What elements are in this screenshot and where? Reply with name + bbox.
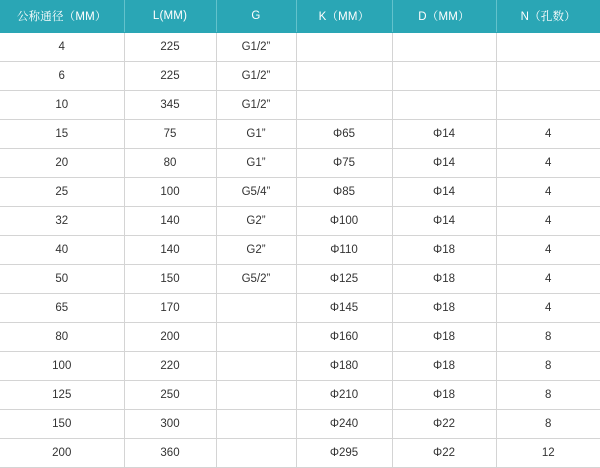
- cell-k: Φ110: [296, 236, 392, 265]
- cell-k: Φ100: [296, 207, 392, 236]
- table-row: [0, 236, 600, 265]
- cell-nominal-diameter: 4: [0, 33, 124, 62]
- cell-k: Φ85: [296, 178, 392, 207]
- table-row: [0, 178, 600, 207]
- cell-length: 220: [124, 352, 216, 381]
- cell-nominal-diameter: 125: [0, 381, 124, 410]
- cell-hole-count: 8: [496, 381, 600, 410]
- cell-d: Φ18: [392, 381, 496, 410]
- table-row: [0, 323, 600, 352]
- cell-thread: G1/2”: [216, 33, 296, 62]
- cell-k: Φ240: [296, 410, 392, 439]
- cell-d: Φ14: [392, 178, 496, 207]
- cell-nominal-diameter: 80: [0, 323, 124, 352]
- column-header-length: L(MM): [124, 0, 216, 33]
- cell-d: Φ14: [392, 120, 496, 149]
- cell-length: 225: [124, 62, 216, 91]
- cell-thread: G1/2”: [216, 91, 296, 120]
- cell-hole-count: [496, 91, 600, 120]
- cell-thread: G5/4”: [216, 178, 296, 207]
- column-header-hole-count: N（孔数）: [496, 0, 600, 33]
- cell-hole-count: 4: [496, 120, 600, 149]
- cell-hole-count: [496, 33, 600, 62]
- cell-k: Φ160: [296, 323, 392, 352]
- cell-hole-count: 4: [496, 149, 600, 178]
- table-header-row: [0, 0, 600, 33]
- cell-length: 140: [124, 207, 216, 236]
- cell-length: 360: [124, 439, 216, 468]
- table-row: [0, 265, 600, 294]
- cell-thread: G1”: [216, 149, 296, 178]
- cell-d: [392, 62, 496, 91]
- cell-hole-count: 8: [496, 323, 600, 352]
- cell-nominal-diameter: 200: [0, 439, 124, 468]
- cell-d: Φ18: [392, 236, 496, 265]
- cell-length: 300: [124, 410, 216, 439]
- cell-length: 80: [124, 149, 216, 178]
- cell-thread: G2”: [216, 207, 296, 236]
- cell-length: 170: [124, 294, 216, 323]
- cell-d: Φ22: [392, 410, 496, 439]
- cell-hole-count: 4: [496, 294, 600, 323]
- cell-d: [392, 91, 496, 120]
- cell-hole-count: 4: [496, 236, 600, 265]
- cell-thread: [216, 352, 296, 381]
- table-row: [0, 410, 600, 439]
- cell-thread: [216, 410, 296, 439]
- cell-hole-count: 4: [496, 207, 600, 236]
- cell-k: Φ180: [296, 352, 392, 381]
- cell-d: Φ22: [392, 439, 496, 468]
- cell-d: Φ14: [392, 149, 496, 178]
- cell-length: 100: [124, 178, 216, 207]
- cell-length: 75: [124, 120, 216, 149]
- cell-length: 150: [124, 265, 216, 294]
- cell-thread: [216, 323, 296, 352]
- cell-d: [392, 33, 496, 62]
- cell-hole-count: 8: [496, 410, 600, 439]
- table-row: [0, 294, 600, 323]
- cell-length: 140: [124, 236, 216, 265]
- cell-length: 345: [124, 91, 216, 120]
- cell-thread: G1/2”: [216, 62, 296, 91]
- cell-thread: G1”: [216, 120, 296, 149]
- column-header-d: D（MM）: [392, 0, 496, 33]
- cell-nominal-diameter: 32: [0, 207, 124, 236]
- cell-nominal-diameter: 15: [0, 120, 124, 149]
- cell-nominal-diameter: 10: [0, 91, 124, 120]
- cell-nominal-diameter: 25: [0, 178, 124, 207]
- cell-thread: [216, 294, 296, 323]
- cell-nominal-diameter: 50: [0, 265, 124, 294]
- cell-k: Φ295: [296, 439, 392, 468]
- cell-hole-count: [496, 62, 600, 91]
- cell-d: Φ18: [392, 265, 496, 294]
- cell-k: [296, 33, 392, 62]
- table-row: [0, 120, 600, 149]
- cell-k: Φ65: [296, 120, 392, 149]
- cell-hole-count: 8: [496, 352, 600, 381]
- cell-nominal-diameter: 150: [0, 410, 124, 439]
- cell-hole-count: 4: [496, 265, 600, 294]
- cell-k: Φ145: [296, 294, 392, 323]
- table-row: [0, 149, 600, 178]
- table-row: [0, 62, 600, 91]
- table-row: [0, 381, 600, 410]
- cell-d: Φ14: [392, 207, 496, 236]
- column-header-nominal-diameter: 公称通径（MM）: [0, 0, 124, 33]
- table-body: [0, 33, 600, 468]
- cell-thread: G5/2”: [216, 265, 296, 294]
- cell-k: [296, 62, 392, 91]
- cell-k: [296, 91, 392, 120]
- cell-length: 225: [124, 33, 216, 62]
- cell-nominal-diameter: 100: [0, 352, 124, 381]
- cell-k: Φ125: [296, 265, 392, 294]
- table-row: [0, 91, 600, 120]
- cell-d: Φ18: [392, 323, 496, 352]
- cell-d: Φ18: [392, 352, 496, 381]
- column-header-k: K（MM）: [296, 0, 392, 33]
- cell-k: Φ210: [296, 381, 392, 410]
- table-header: [0, 0, 600, 33]
- table-row: [0, 439, 600, 468]
- cell-hole-count: 4: [496, 178, 600, 207]
- cell-nominal-diameter: 65: [0, 294, 124, 323]
- table-row: [0, 207, 600, 236]
- cell-d: Φ18: [392, 294, 496, 323]
- cell-thread: G2”: [216, 236, 296, 265]
- column-header-thread: G: [216, 0, 296, 33]
- cell-thread: [216, 381, 296, 410]
- cell-nominal-diameter: 6: [0, 62, 124, 91]
- cell-k: Φ75: [296, 149, 392, 178]
- cell-thread: [216, 439, 296, 468]
- cell-nominal-diameter: 20: [0, 149, 124, 178]
- cell-hole-count: 12: [496, 439, 600, 468]
- cell-nominal-diameter: 40: [0, 236, 124, 265]
- table-row: [0, 33, 600, 62]
- cell-length: 200: [124, 323, 216, 352]
- table-row: [0, 352, 600, 381]
- cell-length: 250: [124, 381, 216, 410]
